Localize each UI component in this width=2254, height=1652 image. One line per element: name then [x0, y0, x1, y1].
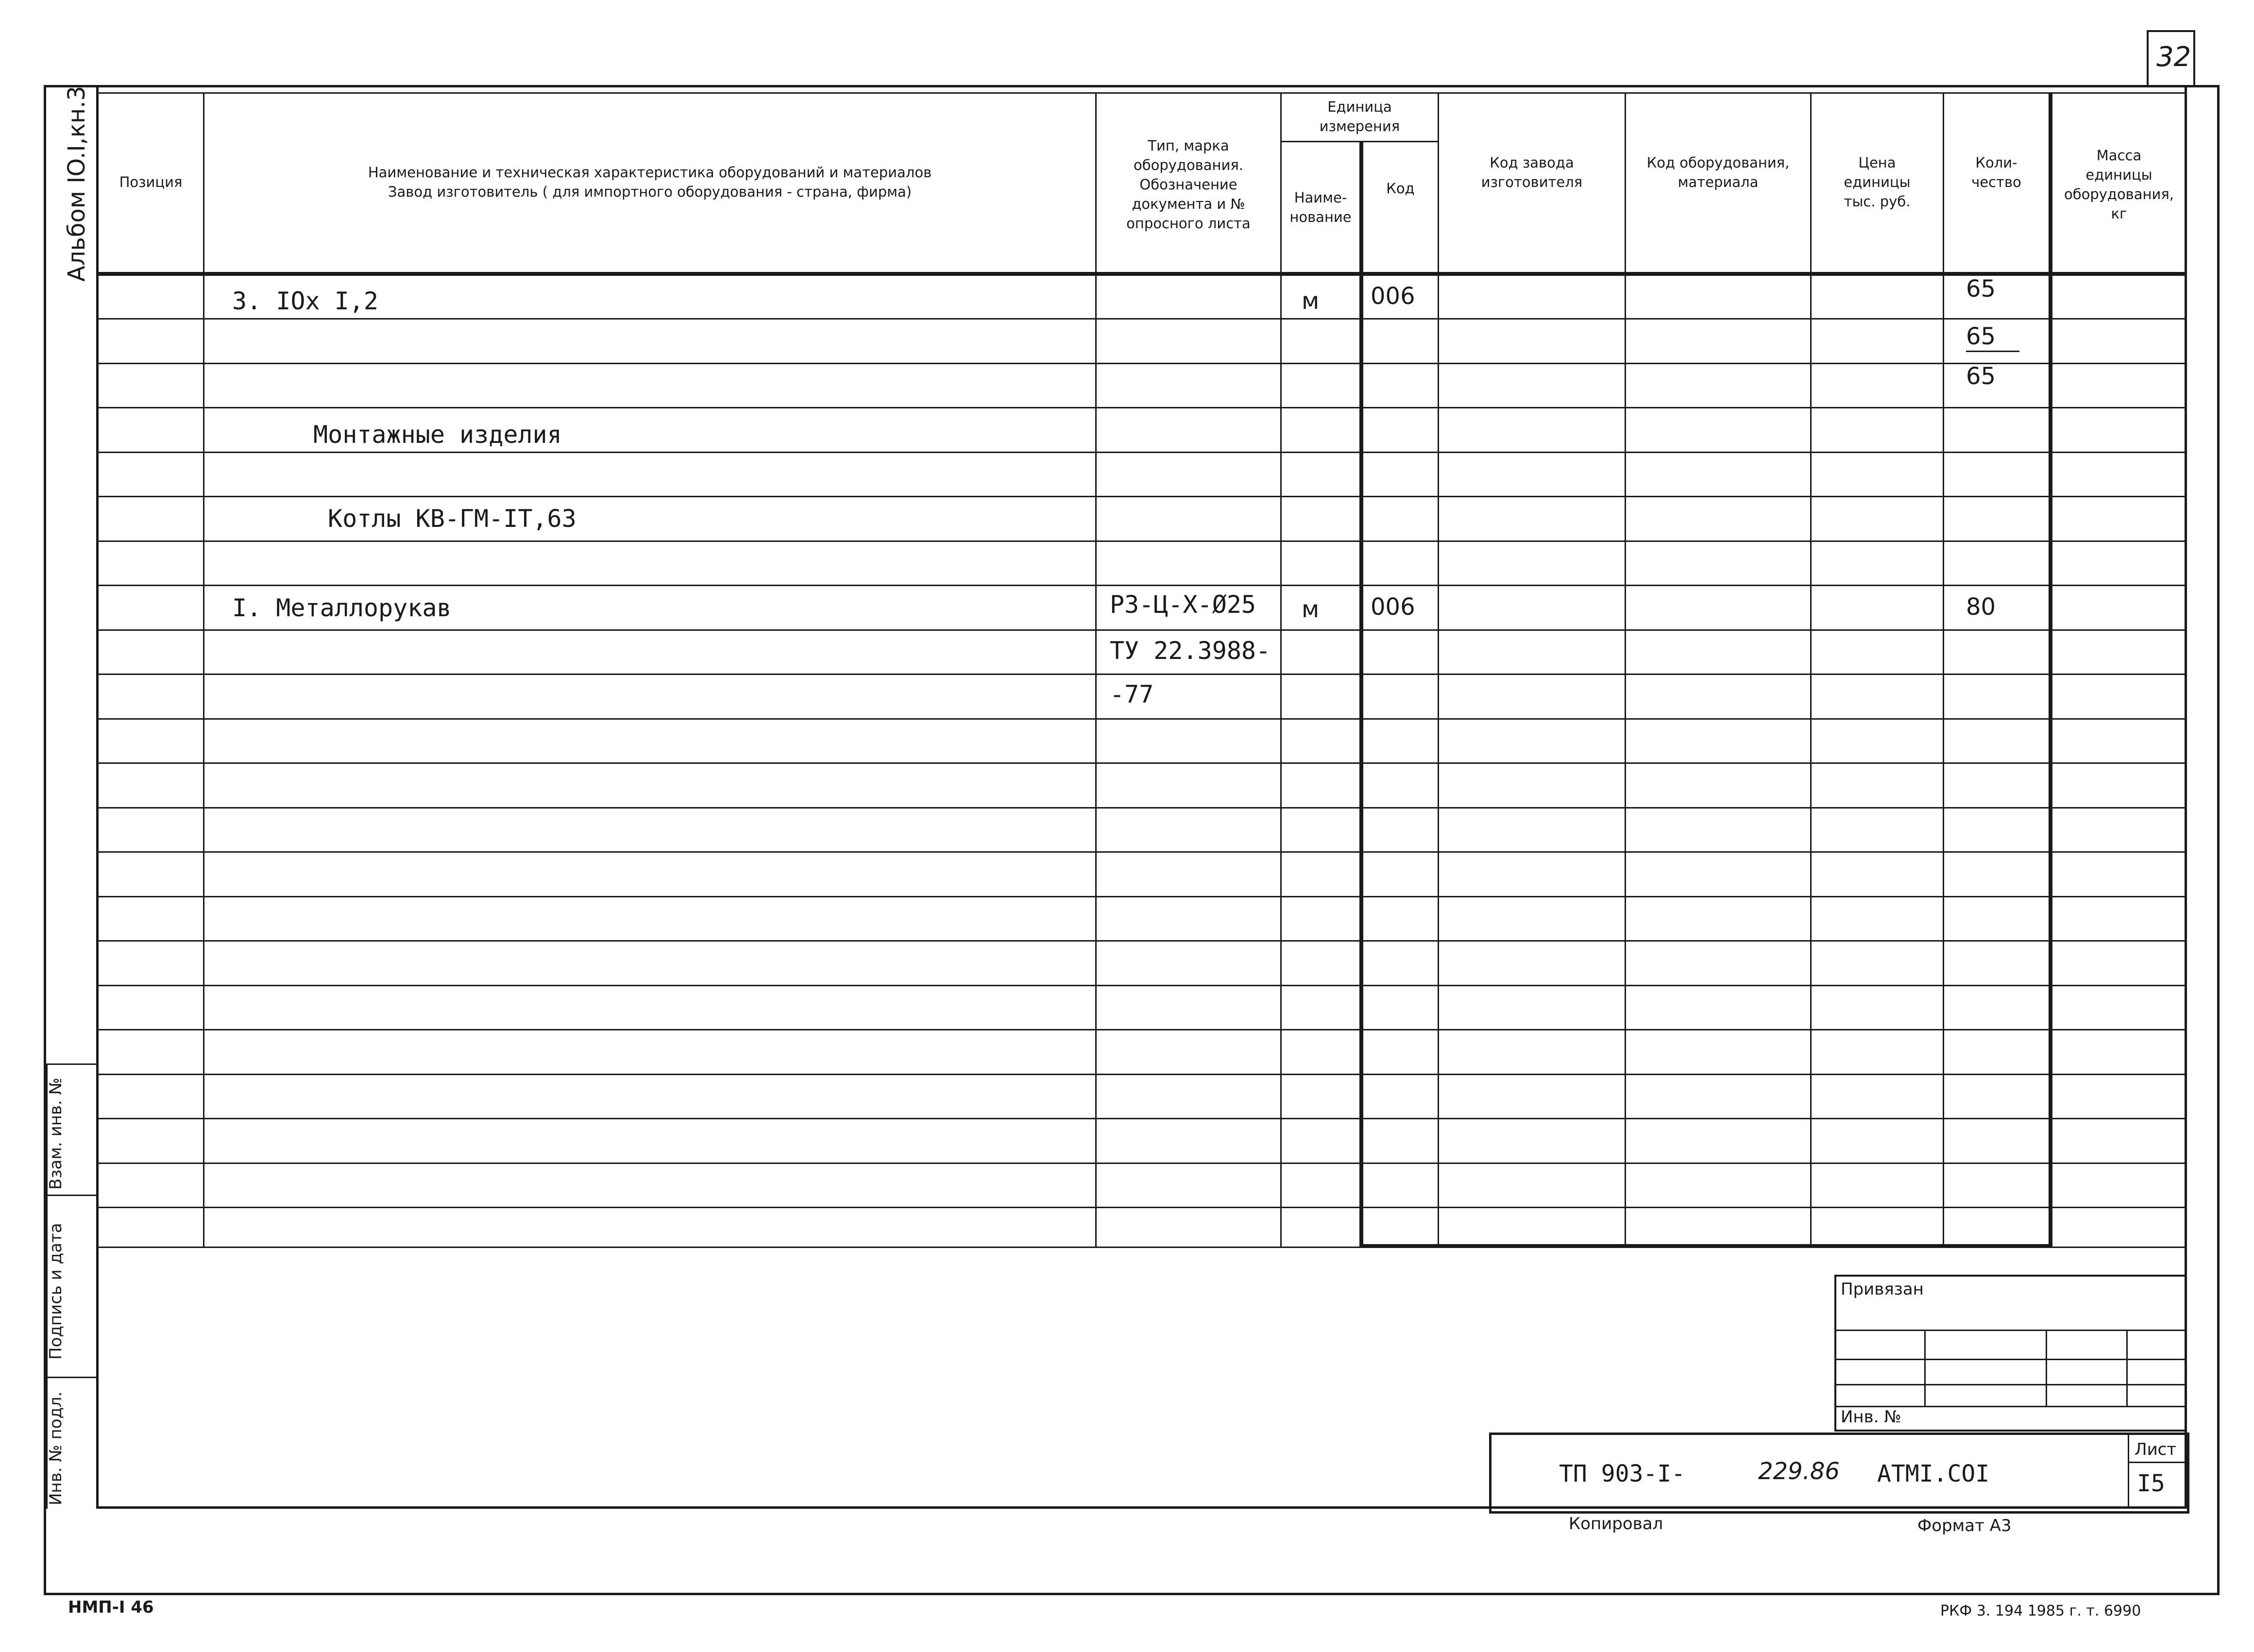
table-body-bottom-right — [2052, 1247, 2186, 1248]
header-name: Наименование и техническая характеристика оборудований и материалов Завод изготовитель ( для импортного оборудования - страна, фирма) — [368, 164, 932, 200]
header-type: Тип, марка оборудования. Обозначение документа и № опросного листа — [1126, 137, 1251, 232]
vzam-inv-label: Взам. инв. № — [46, 1078, 66, 1190]
row-line — [97, 1207, 2186, 1208]
row-8-type: -77 — [1110, 680, 1154, 708]
table-bottom-line — [1359, 1244, 2052, 1248]
right-code: РКФ 3. 194 1985 г. т. 6990 — [1940, 1602, 2141, 1619]
inner-frame-left — [96, 85, 99, 1509]
header-equipment-code: Код оборудования, материала — [1646, 154, 1790, 190]
privyazan-line-1 — [1834, 1330, 2185, 1331]
privyazan-col-3 — [2126, 1330, 2128, 1406]
row-6-code: 006 — [1371, 593, 1415, 621]
designation-number: 229.86 — [1758, 1458, 1840, 1485]
row-1-code: 006 — [1371, 283, 1415, 310]
row-line — [97, 363, 2186, 364]
row-3-qty: 65 — [1966, 363, 1996, 390]
row-6-unit: м — [1302, 596, 1320, 623]
header-unit-code: Код — [1386, 180, 1415, 197]
row-line — [97, 1118, 2186, 1119]
row-1-name: 3. IOх I,2 — [232, 287, 379, 315]
row-line — [97, 407, 2186, 408]
header-unit: Единица измерения — [1319, 99, 1400, 135]
inv-podl-label: Инв. № подл. — [46, 1391, 66, 1505]
privyazan-col-1 — [1924, 1330, 1926, 1406]
document-code: АТМI.COI — [1877, 1460, 1990, 1487]
row-line — [97, 452, 2186, 453]
row-line — [97, 540, 2186, 542]
table-body-bottom — [97, 1247, 1360, 1248]
row-line — [97, 940, 2186, 942]
header-bottom-line — [97, 272, 2186, 276]
header-price: Цена единицы тыс. руб. — [1844, 154, 1911, 210]
row-line — [97, 674, 2186, 675]
corner-sheet-number: 32 — [2156, 41, 2191, 73]
row-6-qty: 80 — [1966, 593, 1996, 621]
row-7-type: ТУ 22.3988- — [1110, 637, 1271, 665]
row-line — [97, 1029, 2186, 1030]
left-code: НМП-I 46 — [68, 1598, 154, 1617]
privyazan-label: Привязан — [1841, 1280, 1924, 1299]
row-1-unit: м — [1302, 287, 1320, 315]
row-line — [97, 629, 2186, 631]
col-line-4 — [1359, 141, 1363, 1248]
row-line — [97, 1074, 2186, 1075]
side-strip-divider-3 — [46, 1377, 99, 1378]
side-strip-divider-1 — [46, 1063, 99, 1065]
row-2-qty-underline — [1966, 351, 2019, 352]
podpis-data-label: Подпись и дата — [46, 1223, 66, 1360]
row-line — [97, 851, 2186, 853]
header-position: Позиция — [119, 174, 183, 190]
row-line — [97, 1163, 2186, 1164]
side-strip-divider-2 — [46, 1195, 99, 1196]
row-line — [97, 585, 2186, 586]
album-label: Альбом IO.I,кн.3 — [63, 85, 90, 282]
row-line — [97, 985, 2186, 986]
row-line — [97, 807, 2186, 809]
privyazan-line-3 — [1834, 1384, 2185, 1385]
list-label: Лист — [2135, 1440, 2177, 1459]
inv-no-label: Инв. № — [1841, 1407, 1901, 1427]
row-6-name: I. Металлорукав — [232, 594, 452, 622]
row-line — [97, 318, 2186, 320]
format-label: Формат А3 — [1917, 1516, 2012, 1535]
row-2-qty: 65 — [1966, 323, 1996, 350]
header-quantity: Коли- чество — [1971, 154, 2021, 190]
list-value: I5 — [2137, 1470, 2165, 1497]
list-label-line — [2128, 1462, 2185, 1463]
list-divider — [2128, 1433, 2129, 1509]
header-unit-name: Наиме- нование — [1289, 189, 1352, 225]
row-5-name: Котлы КВ-ГМ-IТ,63 — [328, 505, 576, 533]
privyazan-line-2 — [1834, 1359, 2185, 1360]
row-4-name: Монтажные изделия — [313, 421, 562, 449]
row-1-qty: 65 — [1966, 275, 1996, 303]
kopiroval-label: Копировал — [1569, 1514, 1663, 1534]
row-line — [97, 496, 2186, 497]
row-line — [97, 718, 2186, 720]
designation-prefix: ТП 903-I- — [1559, 1460, 1686, 1487]
row-6-type: Р3-Ц-Х-Ø25 — [1110, 590, 1256, 619]
header-mass: Масса единицы оборудования, кг — [2064, 147, 2174, 222]
row-line — [97, 896, 2186, 897]
header-factory-code: Код завода изготовителя — [1481, 154, 1583, 190]
row-line — [97, 762, 2186, 764]
privyazan-col-2 — [2046, 1330, 2047, 1406]
